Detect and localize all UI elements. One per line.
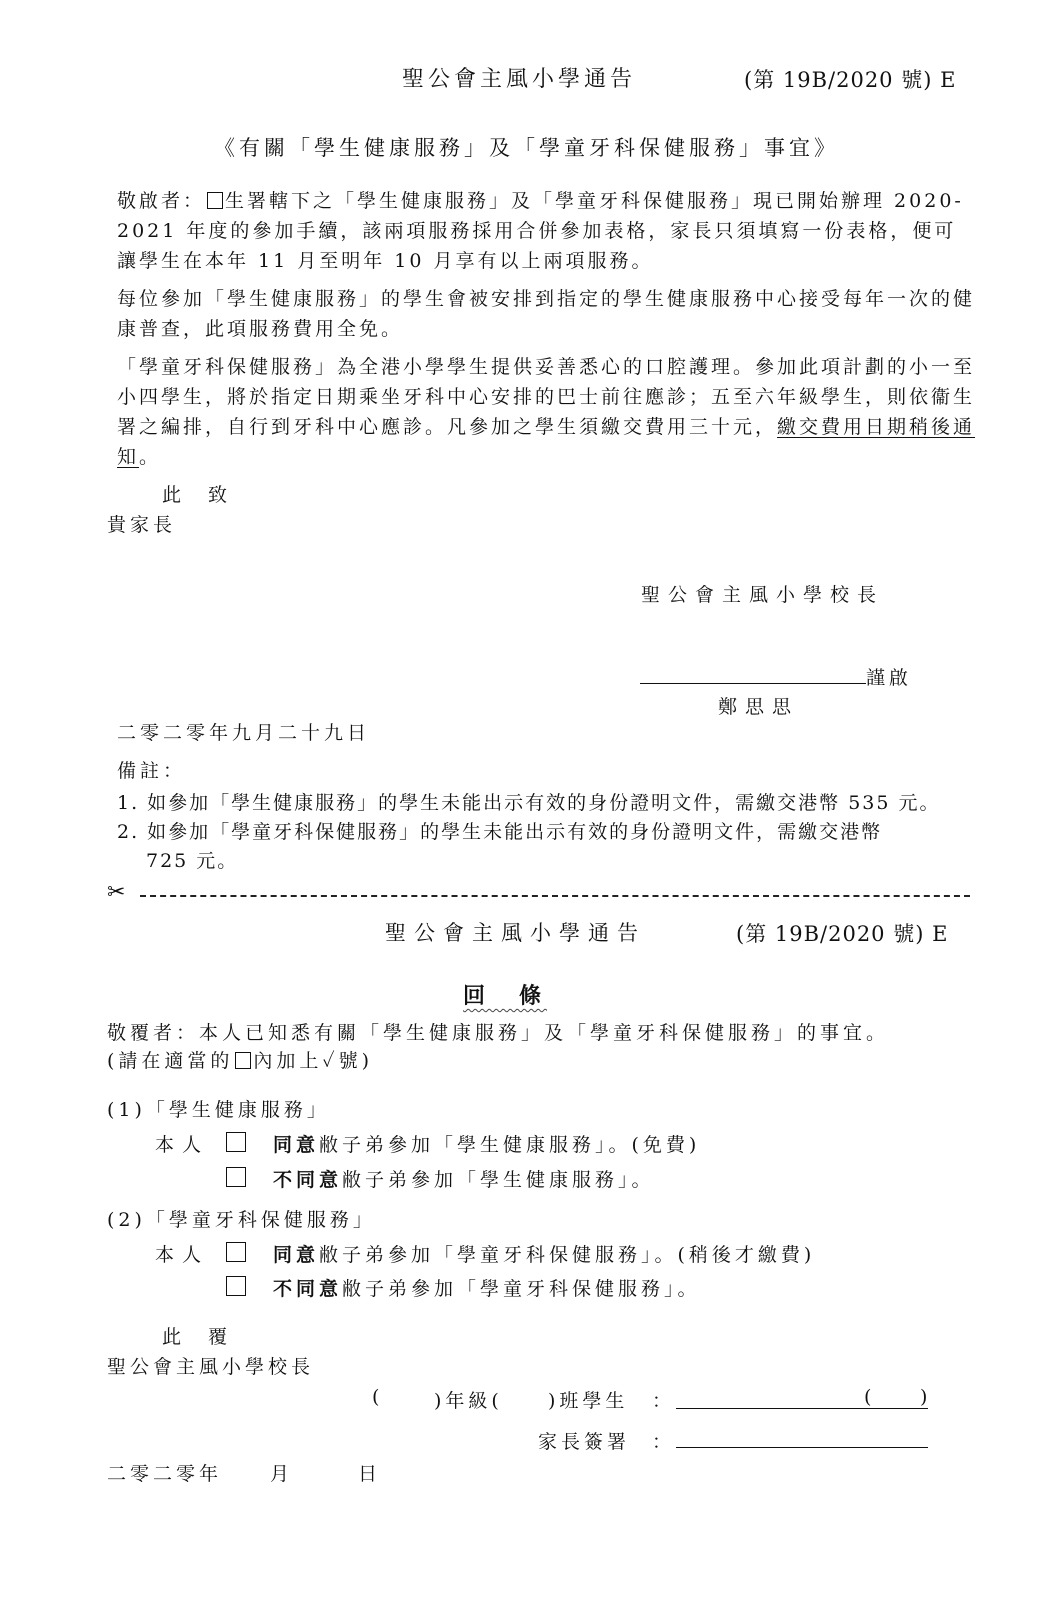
remark-item-1: 1. 如參加「學生健康服務」的學生未能出示有效的身份證明文件，需繳交港幣 535 元。 xyxy=(117,792,941,814)
health-agree-checkbox[interactable] xyxy=(226,1132,246,1152)
reply-notice-number: (第 19B/2020 號) E xyxy=(736,922,949,946)
student-no-close: ) xyxy=(920,1386,928,1408)
notice-number: (第 19B/2020 號) E xyxy=(744,68,957,92)
school-notice-title: 聖公會主風小學通告 xyxy=(402,67,637,92)
addressee-parents: 貴家長 xyxy=(107,514,177,536)
health-disagree-text: 敝子弟參加「學生健康服務」。 xyxy=(342,1169,655,1191)
health-disagree-option xyxy=(273,1165,655,1192)
dental-disagree-text: 敝子弟參加「學童牙科保健服務」。 xyxy=(342,1278,701,1300)
student-name-field[interactable] xyxy=(676,1408,928,1409)
reply-date-month: 月 xyxy=(270,1463,290,1485)
agree-word: 同意 xyxy=(273,1134,320,1156)
grade-label: )年級( xyxy=(434,1390,503,1412)
principal-title: 聖公會主風小學校長 xyxy=(641,584,885,606)
paragraph-1-text: 生署轄下之「學生健康服務」及「學童牙科保健服務」現已開始辦理 2020-2021 年度的參加手續，該兩項服務採用合併參加表格，家長只須填寫一份表格，便可讓學生在本年 11 月至明年 10 月享有以上兩項服務。 xyxy=(117,190,964,272)
student-colon: ： xyxy=(652,1390,672,1412)
paragraph-1 xyxy=(117,186,977,276)
fee-date-notice: 繳交費用日期稍後通知 xyxy=(117,416,976,468)
signature-colon: ： xyxy=(652,1431,672,1453)
section-1-lead: 本人 xyxy=(155,1134,210,1156)
cut-line xyxy=(140,895,970,897)
class-open-paren: ( xyxy=(372,1386,380,1408)
principal-name: 鄭思思 xyxy=(718,696,800,718)
reply-instruction xyxy=(107,1046,373,1073)
paragraph-3 xyxy=(117,352,977,472)
scissors-icon: ✂ xyxy=(107,880,126,905)
reply-heading: 回 條 xyxy=(463,983,548,1009)
salutation: 敬啟者： xyxy=(117,190,206,212)
instruction-prefix: (請在適當的 xyxy=(107,1050,234,1072)
health-agree-text: 敝子弟參加「學生健康服務」。(免費) xyxy=(319,1134,701,1156)
paragraph-2 xyxy=(117,284,977,344)
jin-qi: 謹啟 xyxy=(866,667,913,689)
disagree-word: 不同意 xyxy=(273,1169,343,1191)
section-2-title: (2)「學童牙科保健服務」 xyxy=(107,1209,376,1231)
blank-box xyxy=(207,192,223,209)
reply-date-day: 日 xyxy=(358,1463,378,1485)
notice-date: 二零二零年九月二十九日 xyxy=(117,722,371,744)
paragraph-2-text: 每位參加「學生健康服務」的學生會被安排到指定的學生健康服務中心接受每年一次的健康普查，此項服務費用全免。 xyxy=(117,288,976,340)
dental-agree-text: 敝子弟參加「學童牙科保健服務」。(稍後才繳費) xyxy=(319,1244,816,1266)
reply-school-title: 聖公會主風小學通告 xyxy=(385,921,646,945)
reply-date-year: 二零二零年 xyxy=(107,1463,223,1485)
dental-agree-checkbox[interactable] xyxy=(226,1242,246,1262)
class-student-label: )班學生 xyxy=(548,1390,629,1412)
paragraph-3-text: 「學童牙科保健服務」為全港小學學生提供妥善悉心的口腔護理。參加此項計劃的小一至小四學生，將於指定日期乘坐牙科中心安排的巴士前往應診；五至六年級學生，則依衞生署之編排，自行到牙科中心應診。凡參加之學生須繳交費用三十元， xyxy=(117,356,976,438)
paragraph-3-end: 。 xyxy=(139,446,162,468)
section-2-lead: 本人 xyxy=(155,1244,210,1266)
parent-signature-label: 家長簽署 xyxy=(538,1431,631,1453)
blank-box xyxy=(235,1052,251,1069)
remarks-heading: 備註： xyxy=(117,760,187,782)
reply-intro: 敬覆者：本人已知悉有關「學生健康服務」及「學童牙科保健服務」的事宜。 xyxy=(107,1022,890,1044)
ci-fu: 此 覆 xyxy=(162,1326,232,1348)
instruction-suffix: 內加上✓號) xyxy=(253,1050,374,1072)
ci-zhi: 此 致 xyxy=(162,484,232,506)
reply-addressee: 聖公會主風小學校長 xyxy=(107,1356,315,1378)
dental-agree-option xyxy=(273,1240,815,1267)
remark-item-2-cont: 725 元。 xyxy=(146,850,239,872)
disagree-word: 不同意 xyxy=(273,1278,343,1300)
parent-signature-field[interactable] xyxy=(676,1447,928,1448)
section-1-title: (1)「學生健康服務」 xyxy=(107,1099,330,1121)
health-disagree-checkbox[interactable] xyxy=(226,1167,246,1187)
remark-item-2: 2. 如參加「學童牙科保健服務」的學生未能出示有效的身份證明文件，需繳交港幣 xyxy=(117,821,883,843)
notice-subject: 《有關「學生健康服務」及「學童牙科保健服務」事宜》 xyxy=(214,136,839,160)
dental-disagree-option xyxy=(273,1274,701,1301)
student-no-open: ( xyxy=(864,1386,872,1408)
agree-word: 同意 xyxy=(273,1244,320,1266)
dental-disagree-checkbox[interactable] xyxy=(226,1276,246,1296)
signature-line xyxy=(640,683,866,684)
health-agree-option xyxy=(273,1130,700,1157)
